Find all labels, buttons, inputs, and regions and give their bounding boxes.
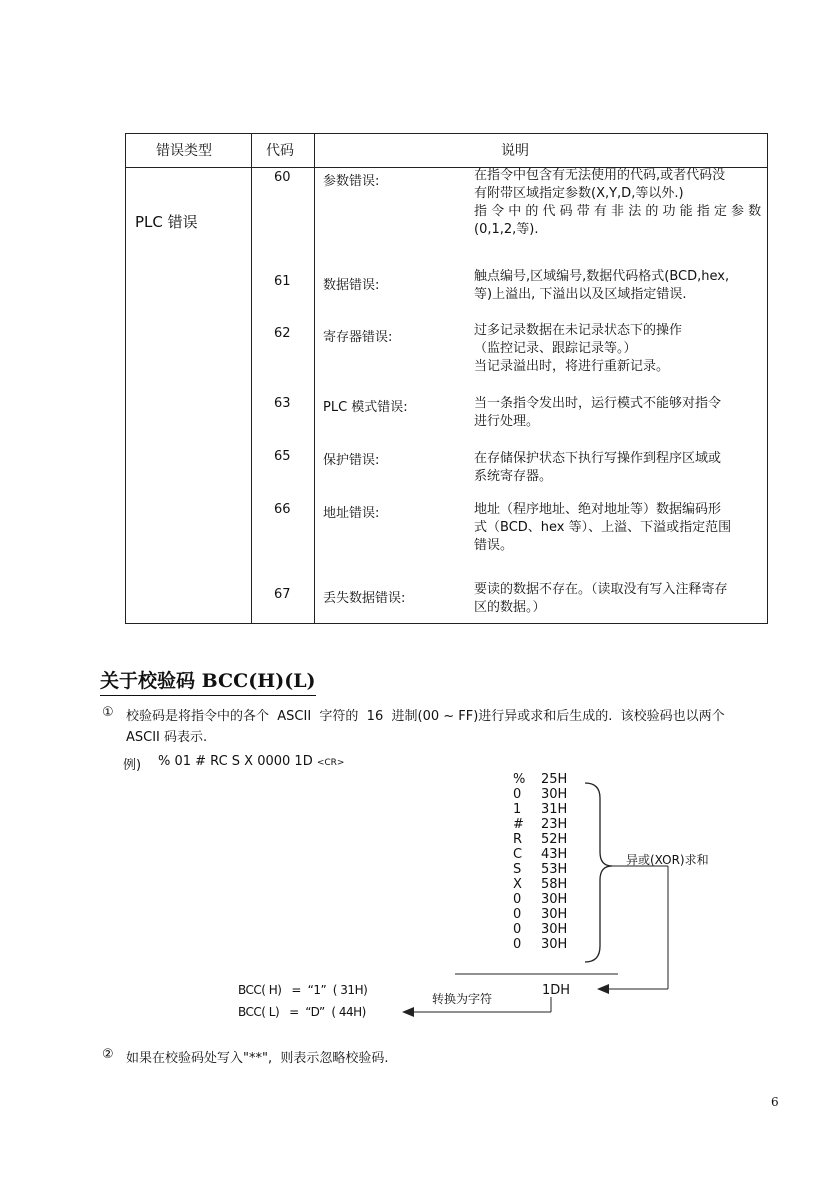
row-code: 60 <box>274 170 291 185</box>
header-code: 代码 <box>266 143 294 159</box>
bcc-h-value: BCC( H) = “1” ( 31H) <box>238 983 368 997</box>
row-description: 触点编号,区域编号,数据代码格式(BCD,hex, 等)上溢出, 下溢出以及区域指定错误. <box>474 269 730 302</box>
sequence-row: S 53H <box>513 862 568 877</box>
section-title: 关于校验码 BCC(H)(L) <box>100 666 316 693</box>
xor-sum-label: 异或(XOR)求和 <box>626 853 709 867</box>
row-name: 地址错误: <box>323 506 380 521</box>
sequence-row: R 52H <box>513 832 568 847</box>
item-1-text-line2: ASCII 码表示. <box>126 730 208 745</box>
sequence-row: X 58H <box>513 877 568 892</box>
header-description: 说明 <box>501 143 529 159</box>
item-1-marker: ① <box>102 705 114 720</box>
row-code: 63 <box>274 396 291 411</box>
convert-label: 转换为字符 <box>432 992 493 1006</box>
arrow-head-icon <box>597 984 609 994</box>
sequence-row: 0 30H <box>513 907 568 922</box>
xor-result: 1DH <box>542 983 571 998</box>
example-label: 例) <box>123 758 142 773</box>
row-description: 要读的数据不存在。（读取没有写入注释寄存 区的数据。） <box>474 582 728 615</box>
sequence-row: 0 30H <box>513 937 568 952</box>
row-description: 地址（程序地址、绝对地址等）数据编码形 式（BCD、hex 等）、上溢、下溢或指定范围 错误。 <box>474 502 732 553</box>
row-description: 当一条指令发出时，运行模式不能够对指令 进行处理。 <box>474 396 722 429</box>
sequence-row: 0 30H <box>513 787 568 802</box>
row-code: 67 <box>274 587 291 602</box>
sequence-row: % 25H <box>513 772 568 787</box>
row-name: 保护错误: <box>323 453 380 468</box>
item-2-marker: ② <box>102 1047 114 1062</box>
arrow-head-icon <box>402 1007 414 1017</box>
bcc-l-value: BCC( L) = “D” ( 44H) <box>238 1005 366 1019</box>
row-name: 参数错误: <box>323 174 380 189</box>
sequence-row: 0 30H <box>513 892 568 907</box>
row-code: 61 <box>274 274 291 289</box>
sequence-row: 0 30H <box>513 922 568 937</box>
cr-marker: <CR> <box>316 758 345 768</box>
sequence-row: 1 31H <box>513 802 568 817</box>
page-number: 6 <box>771 1095 779 1109</box>
row-name: 丢失数据错误: <box>323 591 406 606</box>
row-description: 过多记录数据在未记录状态下的操作 （监控记录、跟踪记录等。） 当记录溢出时，将进行重新记录。 <box>474 323 683 374</box>
row-code: 66 <box>274 502 291 517</box>
row-name: 数据错误: <box>323 278 380 293</box>
sequence-row: C 43H <box>513 847 568 862</box>
item-1-text-line1: 校验码是将指令中的各个 ASCII 字符的 16 进制(00 ~ FF)进行异或求和后生成的. 该校验码也以两个 <box>126 709 725 724</box>
row-code: 65 <box>274 449 291 464</box>
sequence-row: # 23H <box>513 817 568 832</box>
row-code: 62 <box>274 326 291 341</box>
row-name: PLC 模式错误: <box>323 400 408 415</box>
example-command: % 01 # RC S X 0000 1D <CR> <box>158 754 345 769</box>
row-name: 寄存器错误: <box>323 330 393 345</box>
error-type-plc: PLC 错误 <box>135 213 198 231</box>
item-2-text: 如果在校验码处写入"**", 则表示忽略校验码. <box>126 1051 389 1066</box>
row-description: 在存储保护状态下执行写操作到程序区域或 系统寄存器。 <box>474 451 722 484</box>
header-error-type: 错误类型 <box>156 143 212 159</box>
row-description: 在指令中包含有无法使用的代码,或者代码没 有附带区域指定参数(X,Y,D,等以外.) 指 令 中 的 代 码 带 有 非 法 的 功 能 指 定 参 数 (0,1,2,等). <box>474 168 762 237</box>
brace-shape <box>585 783 612 962</box>
